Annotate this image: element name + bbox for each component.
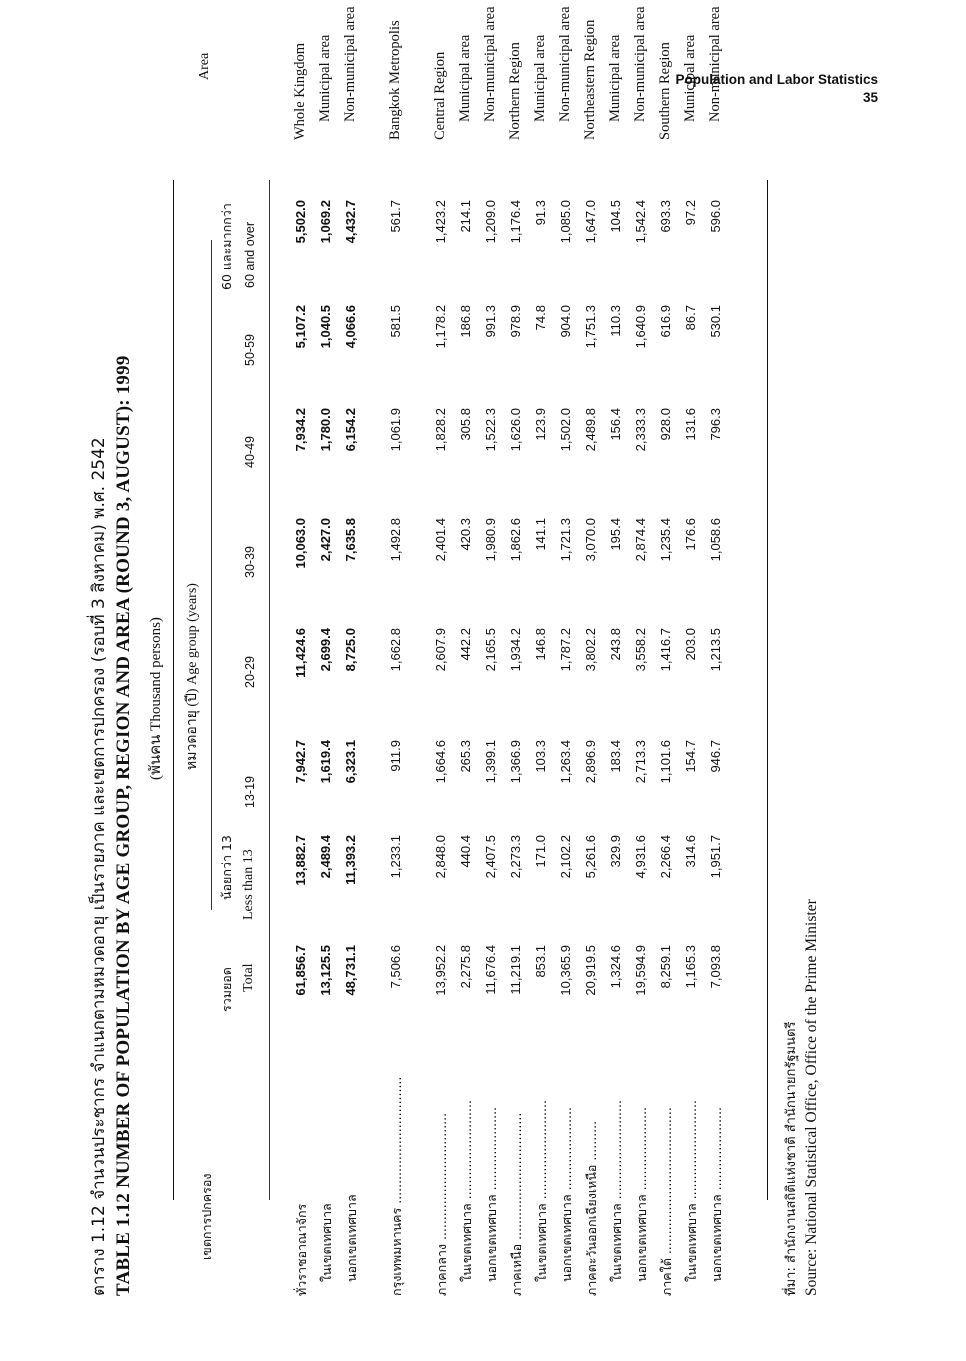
row-label-thai: ในเขตเทศบาล	[319, 1203, 334, 1282]
table-row	[555, 6, 581, 1300]
cell-value: 1,542.4	[633, 200, 648, 244]
age-group-rule	[211, 240, 212, 910]
cell-value: 853.1	[533, 945, 548, 978]
cell-value: 7,942.7	[293, 740, 308, 784]
cell-value: 10,063.0	[293, 518, 308, 569]
bottom-rule	[767, 180, 768, 1200]
cell-value: 420.3	[458, 518, 473, 551]
row-label-english: Municipal area	[532, 34, 548, 122]
cell-value: 8,725.0	[343, 628, 358, 672]
cell-value: 1,751.3	[583, 305, 598, 349]
cell-value: 2,489.4	[318, 835, 333, 879]
cell-value: 1,423.2	[433, 200, 448, 244]
row-label-thai: นอกเขตเทศบาล .....................	[559, 1106, 574, 1282]
cell-value: 1,235.4	[658, 518, 673, 562]
row-label-thai: ในเขตเทศบาล .........................	[684, 1100, 699, 1282]
cell-value: 7,506.6	[388, 945, 403, 989]
cell-value: 7,934.2	[293, 408, 308, 452]
col-header-total-en: Total	[241, 963, 256, 992]
cell-value: 104.5	[608, 200, 623, 233]
col-header-13-19: 13-19	[243, 776, 257, 808]
cell-value: 561.7	[388, 200, 403, 233]
cell-value: 1,209.0	[483, 200, 498, 244]
cell-value: 1,951.7	[708, 835, 723, 879]
cell-value: 154.7	[683, 740, 698, 773]
col-header-60-thai: 60 และมากกว่า	[219, 203, 234, 290]
cell-value: 314.6	[683, 835, 698, 868]
cell-value: 7,635.8	[343, 518, 358, 562]
cell-value: 11,676.4	[483, 945, 498, 995]
col-header-20-29: 20-29	[243, 656, 257, 688]
cell-value: 176.6	[683, 518, 698, 551]
cell-value: 214.1	[458, 200, 473, 233]
row-label-thai: นอกเขตเทศบาล	[344, 1194, 359, 1282]
running-header-title: Population and Labor Statistics	[675, 72, 878, 87]
cell-value: 2,874.4	[633, 518, 648, 562]
cell-value: 1,492.8	[388, 518, 403, 562]
table-row	[530, 34, 556, 1300]
cell-value: 1,040.5	[318, 305, 333, 349]
cell-value: 265.3	[458, 740, 473, 773]
cell-value: 5,502.0	[293, 200, 308, 244]
cell-value: 693.3	[658, 200, 673, 233]
cell-value: 7,093.8	[708, 945, 723, 989]
table-row	[340, 6, 366, 1300]
cell-value: 4,432.7	[343, 200, 358, 244]
cell-value: 1,176.4	[508, 200, 523, 244]
header-bottom-rule	[269, 180, 270, 1200]
cell-value: 911.9	[388, 740, 403, 772]
cell-value: 61,856.7	[293, 945, 308, 996]
cell-value: 1,721.3	[558, 518, 573, 562]
row-label-thai: ภาคเหนือ ................................	[509, 1112, 524, 1296]
cell-value: 928.0	[658, 408, 673, 441]
cell-value: 156.4	[608, 408, 623, 441]
row-label-english: Central Region	[432, 51, 448, 140]
table-row	[580, 19, 606, 1300]
row-label-thai: ในเขตเทศบาล .........................	[534, 1100, 549, 1282]
col-header-lt13-en: Less than 13	[241, 849, 256, 920]
cell-value: 1,522.3	[483, 408, 498, 452]
cell-value: 329.9	[608, 835, 623, 868]
col-header-30-39: 30-39	[243, 546, 257, 578]
cell-value: 2,165.5	[483, 628, 498, 672]
cell-value: 86.7	[683, 305, 698, 331]
cell-value: 110.3	[608, 305, 623, 337]
cell-value: 1,061.9	[388, 408, 403, 452]
cell-value: 2,401.4	[433, 518, 448, 562]
rotated-table-block	[85, 0, 845, 1300]
table-row	[605, 34, 631, 1300]
cell-value: 2,333.3	[633, 408, 648, 452]
col-header-area-thai: เขตการปกครอง	[199, 1173, 214, 1260]
row-label-english: Northern Region	[507, 42, 523, 140]
cell-value: 1,069.2	[318, 200, 333, 244]
row-label-english: Municipal area	[457, 34, 473, 122]
table-row	[480, 6, 506, 1300]
age-group-header: หมวดอายุ (ปี) Age group (years)	[185, 583, 200, 770]
cell-value: 1,178.2	[433, 305, 448, 349]
cell-value: 1,980.9	[483, 518, 498, 562]
cell-value: 48,731.1	[343, 945, 358, 996]
row-label-english: Municipal area	[607, 34, 623, 122]
row-label-thai: นอกเขตเทศบาล .....................	[709, 1106, 724, 1282]
cell-value: 2,273.3	[508, 835, 523, 879]
table-row	[655, 42, 681, 1300]
cell-value: 146.8	[533, 628, 548, 661]
row-label-english: Northeastern Region	[582, 19, 598, 140]
page-number: 35	[862, 90, 878, 105]
cell-value: 1,664.6	[433, 740, 448, 784]
cell-value: 2,896.9	[583, 740, 598, 784]
cell-value: 5,107.2	[293, 305, 308, 349]
row-label-english: Non-municipal area	[707, 6, 723, 122]
cell-value: 1,828.2	[433, 408, 448, 452]
table-row	[290, 42, 316, 1300]
cell-value: 305.8	[458, 408, 473, 441]
cell-value: 1,324.6	[608, 945, 623, 989]
cell-value: 20,919.5	[583, 945, 598, 996]
cell-value: 2,407.5	[483, 835, 498, 879]
col-header-area-en: Area	[197, 52, 212, 80]
cell-value: 1,780.0	[318, 408, 333, 452]
top-rule	[173, 180, 174, 1200]
source-english: Source: National Statistical Office, Office of the Prime Minister	[803, 899, 820, 1296]
cell-value: 10,365.9	[558, 945, 573, 996]
cell-value: 2,427.0	[318, 518, 333, 562]
cell-value: 3,558.2	[633, 628, 648, 672]
cell-value: 171.0	[533, 835, 548, 868]
col-header-lt13-thai: น้อยกว่า 13	[219, 835, 234, 900]
cell-value: 1,233.1	[388, 835, 403, 879]
cell-value: 440.4	[458, 835, 473, 868]
cell-value: 796.3	[708, 408, 723, 441]
col-header-40-49: 40-49	[243, 436, 257, 468]
cell-value: 581.5	[388, 305, 403, 338]
col-header-total-thai: รวมยอด	[219, 967, 234, 1012]
cell-value: 131.6	[683, 408, 698, 441]
table-row	[455, 34, 481, 1300]
cell-value: 243.8	[608, 628, 623, 661]
row-label-english: Whole Kingdom	[292, 42, 308, 140]
cell-value: 19,594.9	[633, 945, 648, 996]
row-label-english: Non-municipal area	[482, 6, 498, 122]
cell-value: 2,699.4	[318, 628, 333, 672]
cell-value: 74.8	[533, 305, 548, 331]
cell-value: 1,934.2	[508, 628, 523, 672]
table-unit: (พันคน Thousand persons)	[148, 617, 164, 780]
table-row	[705, 6, 731, 1300]
table-title-english: TABLE 1.12 NUMBER OF POPULATION BY AGE GROUP, REGION AND AREA (ROUND 3, AUGUST): 1999	[113, 355, 134, 1296]
row-label-english: Bangkok Metropolis	[387, 20, 403, 140]
cell-value: 183.4	[608, 740, 623, 773]
row-label-thai: ภาคกลาง ................................	[434, 1112, 449, 1296]
cell-value: 904.0	[558, 305, 573, 338]
cell-value: 123.9	[533, 408, 548, 441]
cell-value: 13,125.5	[318, 945, 333, 996]
cell-value: 3,802.2	[583, 628, 598, 672]
cell-value: 1,787.2	[558, 628, 573, 672]
cell-value: 1,862.6	[508, 518, 523, 562]
cell-value: 6,154.2	[343, 408, 358, 452]
cell-value: 1,662.8	[388, 628, 403, 672]
cell-value: 1,647.0	[583, 200, 598, 244]
cell-value: 2,266.4	[658, 835, 673, 879]
cell-value: 596.0	[708, 200, 723, 233]
cell-value: 91.3	[533, 200, 548, 226]
table-row	[430, 51, 456, 1300]
cell-value: 3,070.0	[583, 518, 598, 562]
cell-value: 1,213.5	[708, 628, 723, 672]
cell-value: 4,931.6	[633, 835, 648, 879]
cell-value: 11,393.2	[343, 835, 358, 885]
row-label-thai: นอกเขตเทศบาล .....................	[484, 1106, 499, 1282]
cell-value: 1,626.0	[508, 408, 523, 452]
cell-value: 195.4	[608, 518, 623, 551]
cell-value: 1,085.0	[558, 200, 573, 244]
cell-value: 2,848.0	[433, 835, 448, 879]
col-header-50-59: 50-59	[243, 334, 257, 366]
cell-value: 1,619.4	[318, 740, 333, 784]
row-label-thai: ภาคตะวันออกเฉียงเหนือ ..........	[584, 1120, 599, 1296]
cell-value: 11,424.6	[293, 628, 308, 678]
cell-value: 203.0	[683, 628, 698, 661]
cell-value: 1,058.6	[708, 518, 723, 562]
cell-value: 2,275.8	[458, 945, 473, 989]
cell-value: 1,263.4	[558, 740, 573, 784]
cell-value: 8,259.1	[658, 945, 673, 989]
col-header-60-en: 60 and over	[243, 221, 257, 288]
cell-value: 946.7	[708, 740, 723, 773]
cell-value: 11,219.1	[508, 945, 523, 995]
cell-value: 978.9	[508, 305, 523, 338]
table-row	[505, 42, 531, 1300]
cell-value: 103.3	[533, 740, 548, 773]
cell-value: 4,066.6	[343, 305, 358, 349]
cell-value: 1,101.6	[658, 740, 673, 784]
table-row	[680, 34, 706, 1300]
row-label-english: Non-municipal area	[557, 6, 573, 122]
cell-value: 2,489.8	[583, 408, 598, 452]
row-label-thai: นอกเขตเทศบาล .....................	[634, 1106, 649, 1282]
row-label-english: Southern Region	[657, 42, 673, 140]
cell-value: 6,323.1	[343, 740, 358, 784]
cell-value: 442.2	[458, 628, 473, 661]
row-label-thai: ในเขตเทศบาล .........................	[609, 1100, 624, 1282]
row-label-thai: กรุงเทพมหานคร ................................	[389, 1076, 404, 1296]
row-label-thai: ในเขตเทศบาล .........................	[459, 1100, 474, 1282]
cell-value: 991.3	[483, 305, 498, 338]
row-label-thai: ภาคใต้ .....................................	[659, 1107, 674, 1296]
cell-value: 186.8	[458, 305, 473, 338]
cell-value: 530.1	[708, 305, 723, 338]
table-row	[630, 6, 656, 1300]
row-label-english: Non-municipal area	[632, 6, 648, 122]
row-label-english: Municipal area	[317, 34, 333, 122]
cell-value: 2,607.9	[433, 628, 448, 672]
row-label-english: Municipal area	[682, 34, 698, 122]
cell-value: 13,882.7	[293, 835, 308, 886]
cell-value: 2,102.2	[558, 835, 573, 879]
cell-value: 1,502.0	[558, 408, 573, 452]
table-row	[385, 20, 411, 1300]
row-label-english: Non-municipal area	[342, 6, 358, 122]
cell-value: 1,416.7	[658, 628, 673, 672]
table-title-thai: ตาราง 1.12 จำนวนประชากร จำแนกตามหมวดอายุ เป็นรายภาค และเขตการปกครอง (รอบที่ 3 สิงหาคม) พ.ศ. 2542	[89, 437, 109, 1296]
source-thai: ที่มา: สำนักงานสถิติแห่งชาติ สำนักนายกรัฐมนตรี	[784, 1021, 799, 1296]
table-row	[315, 34, 341, 1300]
cell-value: 1,165.3	[683, 945, 698, 989]
cell-value: 2,713.3	[633, 740, 648, 784]
cell-value: 141.1	[533, 518, 548, 551]
cell-value: 616.9	[658, 305, 673, 338]
row-label-thai: ทั่วราชอาณาจักร	[294, 1203, 309, 1296]
cell-value: 13,952.2	[433, 945, 448, 996]
cell-value: 1,640.9	[633, 305, 648, 349]
cell-value: 5,261.6	[583, 835, 598, 879]
cell-value: 1,399.1	[483, 740, 498, 784]
cell-value: 97.2	[683, 200, 698, 226]
cell-value: 1,366.9	[508, 740, 523, 784]
